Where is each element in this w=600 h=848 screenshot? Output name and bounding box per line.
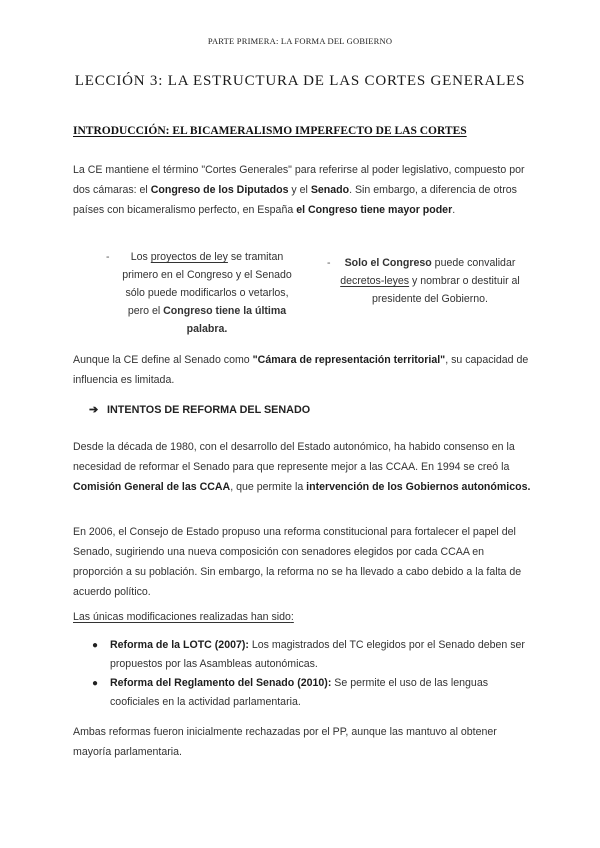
underlined-run: decretos-leyes — [340, 275, 410, 287]
text-run: . Sin embargo, a diferencia de otros países con bicameralismo perfecto, en España — [73, 184, 517, 216]
reform-section-heading — [89, 403, 310, 416]
bold-run: Senado — [310, 184, 350, 196]
left-column-text — [114, 248, 300, 338]
bold-run: Congreso tiene la última palabra. — [163, 305, 287, 335]
bold-run: intervención de los Gobiernos autonómicos. — [306, 481, 531, 493]
text-run: Las únicas modificaciones realizadas han sido — [73, 611, 291, 623]
text-run: : — [290, 611, 294, 623]
list-item — [92, 674, 534, 712]
modifications-list — [92, 636, 534, 712]
bold-run: Solo el Congreso — [344, 257, 432, 269]
right-column-text — [336, 254, 524, 308]
text-run: . — [452, 204, 456, 216]
text-run: , su capacidad de influencia es limitada. — [73, 354, 529, 386]
modifications-label — [73, 611, 294, 623]
bold-run: Reforma del Reglamento del Senado (2010): — [110, 677, 332, 689]
text-run: Los — [130, 251, 151, 263]
bold-run: Reforma de la LOTC (2007): — [110, 639, 249, 651]
bold-run: Comisión General de las CCAA — [73, 481, 231, 493]
underlined-run: proyectos de ley — [150, 251, 228, 263]
bold-run: el Congreso tiene mayor poder — [296, 204, 453, 216]
senate-paragraph — [73, 350, 533, 390]
arrow-right-icon: ➔ — [89, 404, 99, 416]
intro-heading: INTRODUCCIÓN: EL BICAMERALISMO IMPERFECTO DE LAS CORTES — [73, 125, 467, 137]
left-column-dash: - — [106, 251, 110, 263]
text-run: Se permite el uso de las lenguas cooficiales en la actividad parlamentaria. — [110, 677, 489, 708]
text-run: y el — [288, 184, 311, 196]
text-run: puede convalidar — [431, 257, 516, 269]
text-run: Desde la década de 1980, con el desarrollo del Estado autonómico, ha habido consenso en la necesidad de reformar el Senado para que represente mejor a las CCAA. En 1994 se creó la — [73, 441, 515, 473]
reform-paragraph-2: En 2006, el Consejo de Estado propuso una reforma constitucional para fortalecer el papel del Senado, sugiriendo una nueva composición con senadores elegidos por cada CCAA en proporción a su población. Sin embargo, la reforma no se ha llevado a cabo debido a la falta de acuerdo político. — [73, 526, 522, 598]
bullet-icon: ● — [92, 640, 99, 651]
right-column-dash: - — [327, 257, 331, 269]
bullet-icon: ● — [92, 678, 99, 689]
text-run: , que permite la — [230, 481, 307, 493]
closing-paragraph: Ambas reformas fueron inicialmente rechazadas por el PP, aunque las mantuvo al obtener mayoría parlamentaria. — [73, 726, 497, 758]
text-run: Los magistrados del TC elegidos por el Senado deben ser propuestos por las Asambleas autonómicas. — [110, 639, 525, 670]
text-run: La CE mantiene el término "Cortes Generales" para referirse al poder legislativo, compuesto por dos cámaras: el — [73, 164, 525, 196]
bold-run: Congreso de los Diputados — [150, 184, 289, 196]
text-run: Aunque la CE define al Senado como — [73, 354, 253, 366]
bold-run: "Cámara de representación territorial" — [252, 354, 446, 366]
text-run: y nombrar o destituir al presidente del Gobierno. — [371, 275, 520, 305]
text-run: se tramitan primero en el Congreso y el Senado sólo puede modificarlos o vetarlos, pero el — [122, 251, 292, 317]
reform-heading-text: INTENTOS DE REFORMA DEL SENADO — [107, 404, 311, 416]
lesson-title: LECCIÓN 3: LA ESTRUCTURA DE LAS CORTES GENERALES — [74, 73, 526, 89]
reform-paragraph-1 — [73, 437, 533, 497]
running-head: PARTE PRIMERA: LA FORMA DEL GOBIERNO — [207, 36, 393, 46]
intro-paragraph — [73, 160, 533, 220]
list-item — [92, 636, 534, 674]
